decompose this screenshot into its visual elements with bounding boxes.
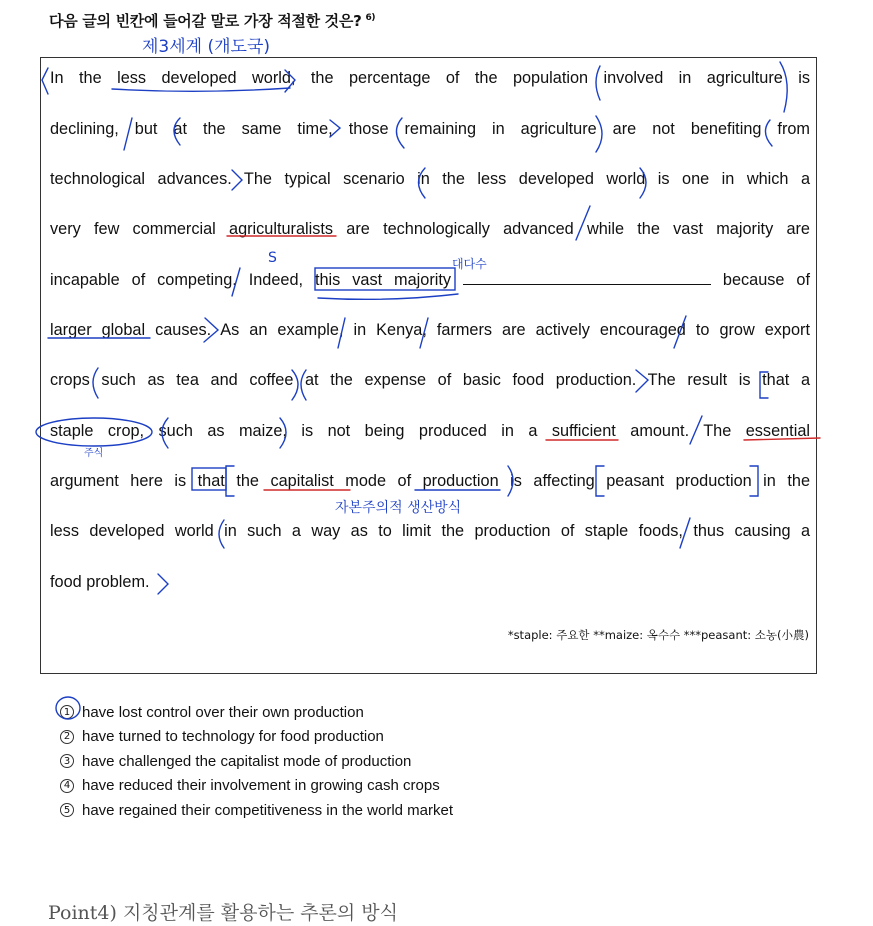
answer-choices: [60, 700, 453, 823]
passage-line-4: very few commercial agriculturalists are technologically advanced while the vast majority are: [50, 220, 810, 238]
line5-after-blank: because of: [722, 271, 810, 289]
choice-text: have regained their competitiveness in the world market: [82, 801, 454, 819]
choice-1[interactable]: [60, 700, 453, 725]
line5-before-blank: incapable of competing. Indeed, this vast majority: [50, 271, 452, 289]
passage-line-1: In the less developed world, the percentage of the population involved in agriculture is: [50, 69, 810, 87]
choice-5[interactable]: [60, 798, 453, 823]
question-title: [49, 10, 375, 31]
point-heading: Point4) 지칭관계를 활용하는 추론의 방식: [48, 902, 399, 924]
passage-line-3: technological advances. The typical scenario in the less developed world is one in which a: [50, 170, 810, 188]
capitalist-note: 자본주의적 생산방식: [335, 500, 462, 516]
passage-box: [40, 57, 817, 674]
s-mark: S: [268, 250, 277, 266]
majority-note: 대다수: [452, 257, 487, 271]
passage-line-5: [50, 270, 810, 290]
answer-blank: [463, 270, 711, 285]
choice-number: 2: [60, 730, 74, 744]
passage-line-9: argument here is that the capitalist mode of production is affecting peasant production in the: [50, 472, 810, 490]
choice-text: have turned to technology for food production: [82, 728, 384, 746]
choice-number: 5: [60, 803, 74, 817]
staple-note: 주식: [84, 448, 104, 459]
choice-text: have lost control over their own production: [82, 703, 364, 721]
choice-number: 4: [60, 779, 74, 793]
question-text: 다음 글의 빈칸에 들어갈 말로 가장 적절한 것은?: [49, 12, 362, 30]
passage-line-2: declining, but at the same time, those remaining in agriculture are not benefiting from: [50, 120, 810, 138]
choice-number: 1: [60, 705, 74, 719]
question-number: 6): [365, 13, 376, 23]
passage-line-6: larger global causes. As an example, in Kenya, farmers are actively encouraged to grow export: [50, 321, 810, 339]
passage-line-11: food problem.: [50, 573, 150, 591]
title-note: 제3세계 (개도국): [142, 37, 271, 57]
choice-2[interactable]: [60, 725, 453, 750]
passage-line-7: crops such as tea and coffee at the expense of basic food production. The result is that a: [50, 371, 810, 389]
choice-text: have reduced their involvement in growing cash crops: [82, 777, 440, 795]
choice-4[interactable]: [60, 774, 453, 799]
choice-text: have challenged the capitalist mode of production: [82, 752, 412, 770]
passage-line-10: less developed world in such a way as to limit the production of staple foods, thus causing a: [50, 522, 810, 540]
choice-number: 3: [60, 754, 74, 768]
passage-line-8: staple crop, such as maize, is not being produced in a sufficient amount. The essential: [50, 422, 810, 440]
choice-3[interactable]: [60, 749, 453, 774]
footnote: *staple: 주요한 **maize: 옥수수 ***peasant: 소농(小農): [507, 628, 809, 642]
